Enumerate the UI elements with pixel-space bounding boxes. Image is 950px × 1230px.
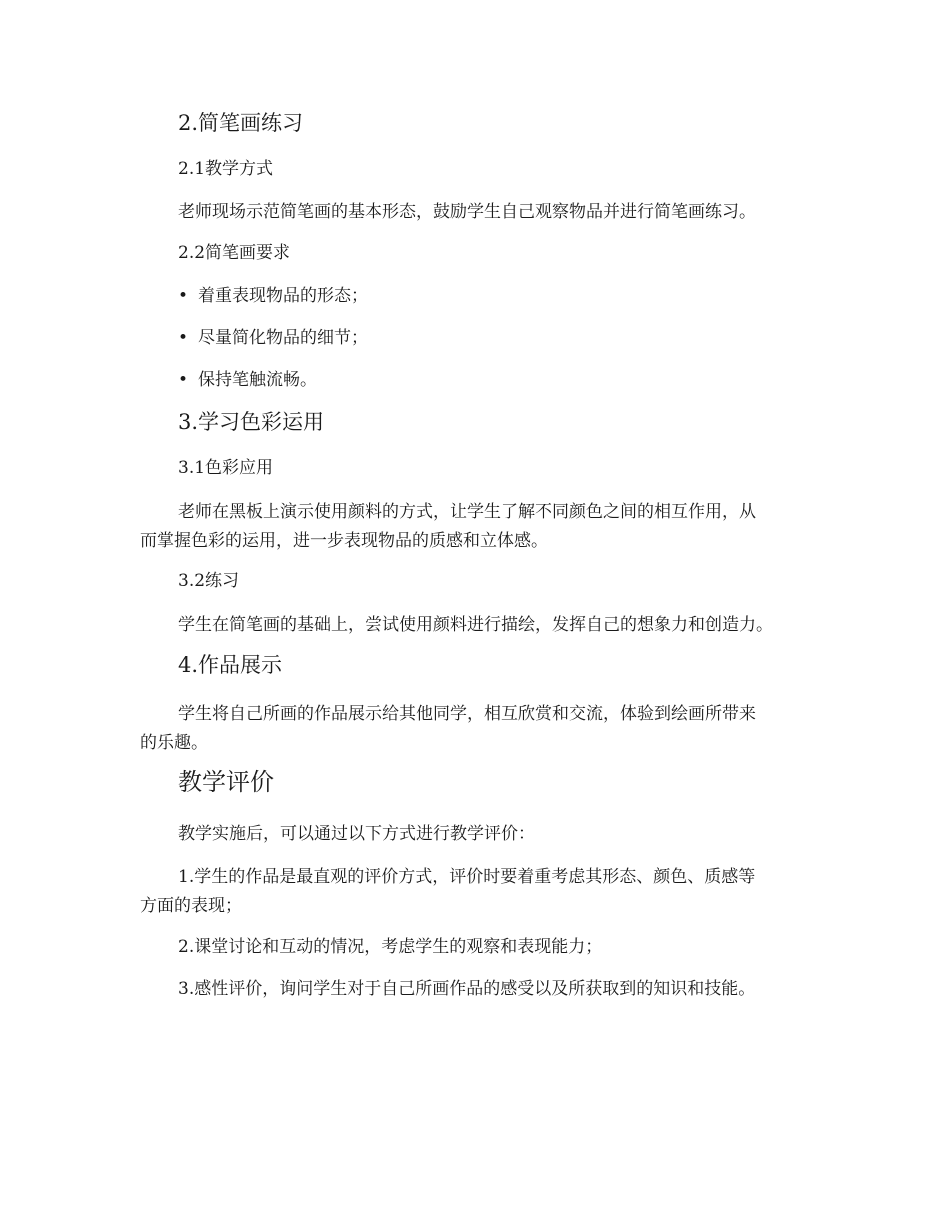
bullet-icon: • bbox=[178, 370, 189, 390]
eval-item-2: 2.课堂讨论和互动的情况，考虑学生的观察和表现能力； bbox=[178, 937, 603, 957]
subsection-heading-3-2: 3.2练习 bbox=[178, 571, 240, 591]
paragraph-3-1-line2: 而掌握色彩的运用，进一步表现物品的质感和立体感。 bbox=[140, 531, 548, 551]
subsection-heading-2-2: 2.2简笔画要求 bbox=[178, 243, 291, 263]
bullet-text: 尽量简化物品的细节； bbox=[198, 328, 368, 348]
paragraph-3-2: 学生在简笔画的基础上，尝试使用颜料进行描绘，发挥自己的想象力和创造力。 bbox=[178, 615, 773, 635]
eval-item-3: 3.感性评价，询问学生对于自己所画作品的感受以及所获取到的知识和技能。 bbox=[178, 979, 756, 999]
eval-item-1-line2: 方面的表现； bbox=[140, 896, 242, 916]
bullet-item bbox=[178, 285, 368, 307]
bullet-text: 着重表现物品的形态； bbox=[198, 286, 368, 306]
bullet-item bbox=[178, 327, 368, 349]
paragraph-eval-intro: 教学实施后，可以通过以下方式进行教学评价： bbox=[178, 824, 535, 844]
subsection-heading-2-1: 2.1教学方式 bbox=[178, 159, 274, 179]
section-heading-4: 4.作品展示 bbox=[178, 653, 283, 677]
bullet-text: 保持笔触流畅。 bbox=[198, 370, 317, 390]
paragraph-4-line1: 学生将自己所画的作品展示给其他同学，相互欣赏和交流，体验到绘画所带来 bbox=[178, 704, 756, 724]
paragraph-3-1-line1: 老师在黑板上演示使用颜料的方式，让学生了解不同颜色之间的相互作用，从 bbox=[178, 502, 756, 522]
bullet-icon: • bbox=[178, 328, 189, 348]
heading-teaching-evaluation: 教学评价 bbox=[178, 768, 274, 796]
paragraph-2-1: 老师现场示范简笔画的基本形态，鼓励学生自己观察物品并进行简笔画练习。 bbox=[178, 202, 756, 222]
bullet-item bbox=[178, 369, 317, 391]
subsection-heading-3-1: 3.1色彩应用 bbox=[178, 458, 274, 478]
section-heading-3: 3.学习色彩运用 bbox=[178, 410, 325, 434]
section-heading-2: 2.简笔画练习 bbox=[178, 111, 304, 135]
eval-item-1-line1: 1.学生的作品是最直观的评价方式，评价时要着重考虑其形态、颜色、质感等 bbox=[178, 867, 756, 887]
paragraph-4-line2: 的乐趣。 bbox=[140, 733, 208, 753]
bullet-icon: • bbox=[178, 286, 189, 306]
